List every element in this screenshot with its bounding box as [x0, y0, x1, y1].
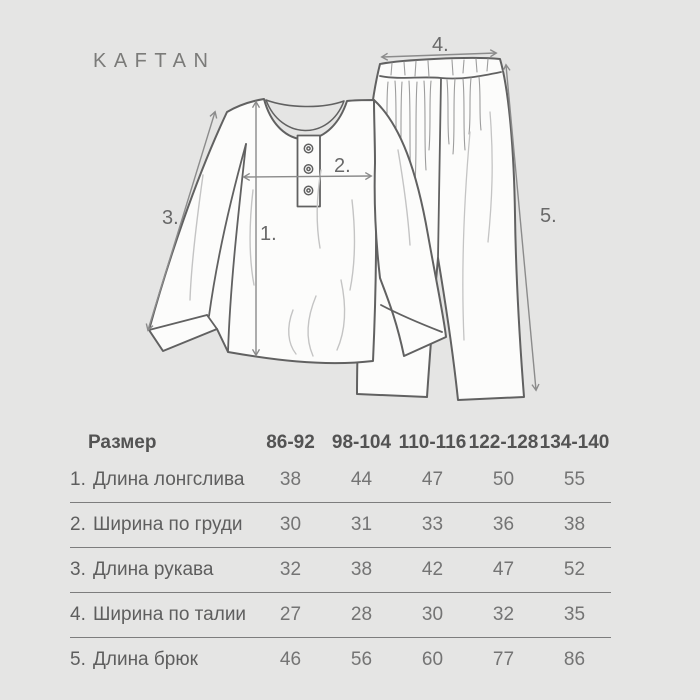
value-cell: 47	[421, 469, 444, 490]
value-cell: 31	[350, 514, 373, 535]
measurement-label: 5. Длина брюк	[70, 649, 198, 670]
value-cell: 50	[492, 469, 515, 490]
size-header: 122-128	[468, 432, 539, 453]
value-cell: 30	[279, 514, 302, 535]
value-cell: 77	[492, 649, 515, 670]
size-column-title: Размер	[88, 432, 157, 453]
dimension-label-3: 3.	[162, 207, 179, 229]
value-cell: 60	[421, 649, 444, 670]
value-cell: 27	[279, 604, 302, 625]
value-cell: 42	[421, 559, 444, 580]
measurement-label: 4. Ширина по талии	[70, 604, 247, 625]
size-header: 110-116	[398, 432, 467, 453]
value-cell: 56	[350, 649, 373, 670]
value-cell: 28	[350, 604, 373, 625]
value-cell: 55	[563, 469, 586, 490]
value-cell: 46	[279, 649, 302, 670]
value-cell: 38	[350, 559, 373, 580]
brand-logo: KAFTAN	[93, 50, 216, 72]
value-cell: 52	[563, 559, 586, 580]
dimension-arrow-2	[244, 176, 371, 177]
table-row	[70, 593, 611, 638]
dimension-label-5: 5.	[540, 205, 557, 227]
size-header: 134-140	[539, 432, 610, 453]
measurement-label: 1. Длина лонгслива	[70, 469, 245, 490]
table-row	[70, 503, 611, 548]
value-cell: 38	[563, 514, 586, 535]
value-cell: 30	[421, 604, 444, 625]
dimension-label-1: 1.	[260, 223, 277, 245]
measurement-label: 3. Длина рукава	[70, 559, 214, 580]
value-cell: 38	[279, 469, 302, 490]
value-cell: 47	[492, 559, 515, 580]
value-cell: 32	[492, 604, 515, 625]
value-cell: 33	[421, 514, 444, 535]
size-header: 86-92	[266, 432, 315, 453]
shirt-drawing	[149, 99, 446, 363]
value-cell: 86	[563, 649, 586, 670]
value-cell: 36	[492, 514, 515, 535]
table-header-label-cell	[70, 432, 255, 454]
buttons	[304, 144, 312, 194]
size-table	[70, 428, 611, 682]
measurement-label: 2. Ширина по груди	[70, 514, 243, 535]
dimension-label-2: 2.	[334, 155, 351, 177]
value-cell: 35	[563, 604, 586, 625]
table-header-row	[70, 428, 611, 458]
value-cell: 44	[350, 469, 373, 490]
dimension-label-4: 4.	[432, 34, 449, 56]
size-header: 98-104	[331, 432, 392, 453]
value-cell: 32	[279, 559, 302, 580]
table-row	[70, 458, 611, 503]
table-row	[70, 548, 611, 593]
table-row	[70, 638, 611, 682]
